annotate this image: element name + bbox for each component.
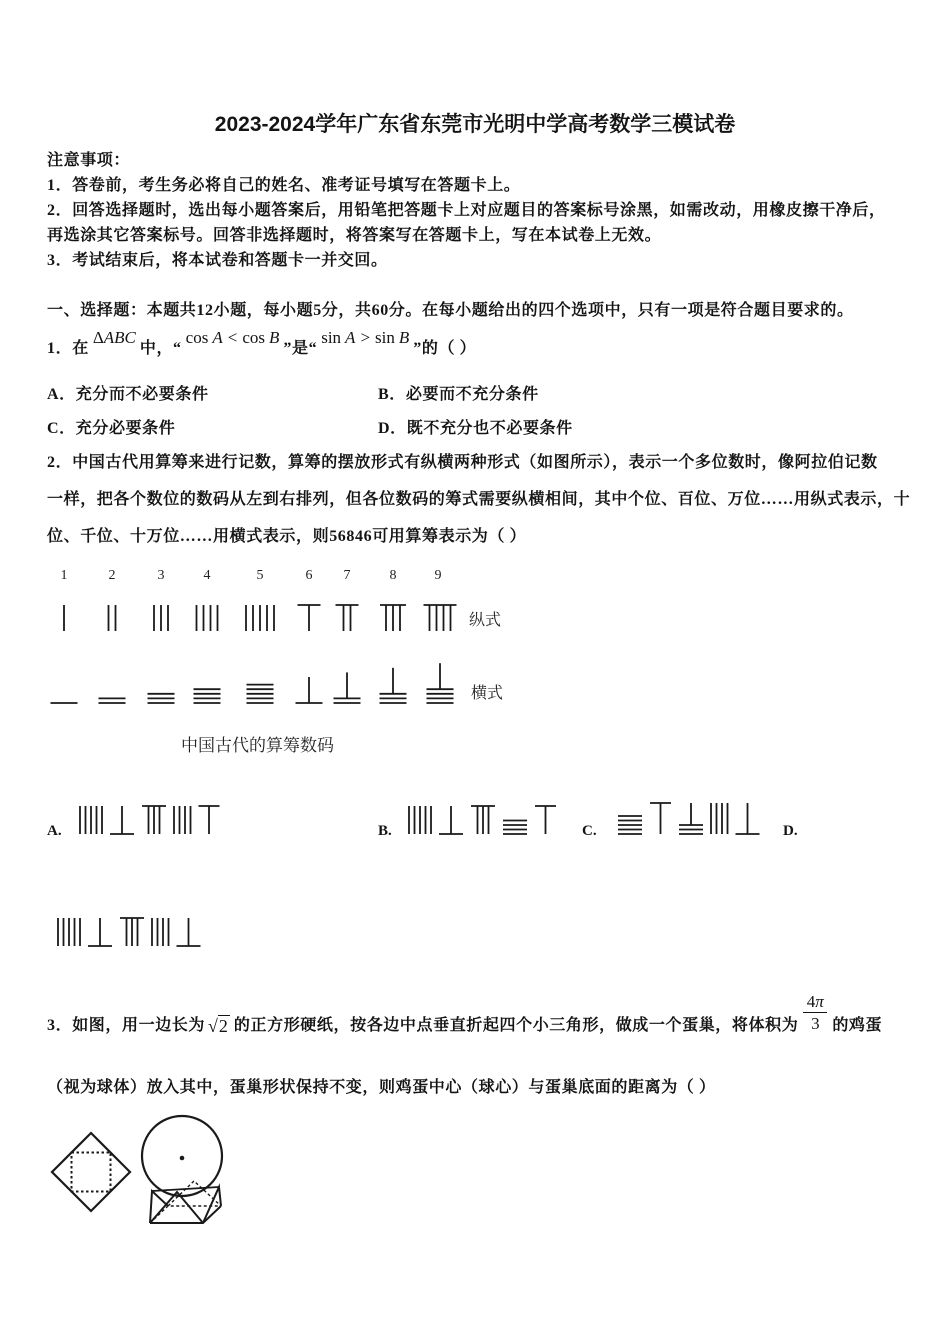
rod-vertical-form-5 [246,605,274,631]
rod-horizontal-form-7 [334,672,361,703]
triangle-abc [93,328,136,347]
figure-numeral: 7 [343,568,351,583]
nest-top-edge [152,1187,219,1191]
variable-b: B [269,328,280,347]
question-2-stem-line: 一样，把各个数位的数码从左到右排列，但各位数码的筹式需要纵横相间，其中个位、百位、万位……用纵式表示，十 [47,491,911,508]
delta-symbol: Δ [92,328,104,347]
numerator-coefficient: 4 [806,992,816,1012]
rod-horizontal-form-3 [148,694,175,703]
q2-option-c-rods [618,803,760,834]
pi-symbol: π [815,992,824,1012]
rod-vertical-form-8 [380,605,406,631]
rod-vertical-4 [152,918,169,946]
q2-option-b-label: B. [378,823,392,839]
greater-than-sign: > [360,328,371,347]
figure-numeral: 4 [203,568,211,583]
rod-horizontal-6 [736,803,760,834]
figure-numeral: 3 [157,568,165,583]
radicand: 2 [218,1016,228,1036]
horizontal-form-label: 横式 [471,683,504,702]
rod-horizontal-6 [88,918,112,946]
sin-function: sin [375,328,395,347]
rod-vertical-6 [650,803,671,834]
notice-line: 3．考试结束后，将本试卷和答题卡一并交回。 [47,252,388,269]
question-1-stem [47,328,477,359]
rod-vertical-form-7 [336,605,359,631]
q2-option-a-label: A. [47,823,62,839]
rod-vertical-5 [58,918,80,946]
rod-vertical-4 [711,803,728,834]
rod-vertical-4 [174,806,191,834]
q2-option-d-rods [58,918,201,946]
radical-sign: √ [208,1016,218,1036]
nest-back-triangle [168,1181,221,1206]
notice-line: 再选涂其它答案标号。回答非选择题时，将答案写在答题卡上，写在本试卷上无效。 [47,227,662,244]
figure-numeral: 1 [60,568,68,583]
rod-vertical-6 [535,806,556,834]
rod-vertical-form-4 [197,605,218,631]
condition-sin [321,328,409,347]
rod-vertical-8 [142,806,166,834]
figure-numeral: 9 [434,568,442,583]
rod-vertical-8 [120,918,144,946]
rod-horizontal-6 [439,806,463,834]
q1-prefix: 1．在 [47,340,89,357]
paper-square-figure [52,1133,130,1211]
variable-a: A [212,328,223,347]
rod-vertical-5 [80,806,102,834]
rod-horizontal-8 [679,803,703,834]
rod-horizontal-6 [110,806,134,834]
rod-vertical-8 [471,806,495,834]
rod-horizontal-form-6 [296,677,323,703]
counting-rod-table [51,605,457,703]
figure-numeral: 6 [305,568,313,583]
question-3-stem-line [47,992,883,1036]
sin-function: sin [321,328,342,347]
egg-sphere [142,1116,222,1196]
figure-numeral: 8 [389,568,397,583]
condition-cos [186,328,280,347]
rod-vertical-form-6 [298,605,321,631]
egg-in-nest-figure [142,1116,222,1223]
variable-a: A [345,328,356,347]
rod-horizontal-form-2 [99,698,126,703]
fraction-numerator [805,993,826,1012]
fold-line-square [72,1153,111,1192]
variable-b: B [398,328,410,347]
rod-vertical-form-3 [154,605,168,631]
cos-function: cos [242,328,265,347]
q2-option-b-rods [409,806,556,834]
q3-text: 的鸡蛋 [832,1017,883,1034]
q3-text: 的正方形硬纸，按各边中点垂直折起四个小三角形，做成一个蛋巢，将体积为 [233,1017,799,1034]
figure-caption: 中国古代的算筹数码 [181,736,334,756]
q1-connector: 中，“ [139,340,182,357]
question-2-stem-line: 2．中国古代用算筹来进行记数，算筹的摆放形式有纵横两种形式（如图所示），表示一个多位数时，像阿拉伯记数 [47,454,878,471]
nest-front-triangle [150,1192,203,1223]
rod-horizontal-6 [177,918,201,946]
fraction-denominator: 3 [811,1014,820,1034]
q2-option-a-rods [80,806,220,834]
q2-option-c-label: C. [582,823,597,839]
rod-vertical-form-9 [424,605,457,631]
notice-heading: 注意事项： [47,152,131,169]
section-heading: 一、选择题：本题共12小题，每小题5分，共60分。在每小题给出的四个选项中，只有一项是符合题目要求的。 [47,302,854,319]
rod-horizontal-form-8 [380,668,407,703]
cos-function: cos [185,328,209,347]
figure-numeral: 2 [108,568,116,583]
nest-hidden-edges [150,1206,221,1223]
q1-option-d: D．既不充分也不必要条件 [378,420,573,437]
vertical-form-label: 纵式 [469,610,502,629]
q1-suffix: ”的（ ） [413,340,477,357]
q3-text: 3．如图，用一边长为 [47,1017,206,1034]
nest-right-triangle [203,1187,221,1223]
page-title: 2023-2024学年广东省东莞市光明中学高考数学三模试卷 [214,113,736,136]
q1-option-b: B．必要而不充分条件 [378,386,539,403]
notice-line: 1．答卷前，考生务必将自己的姓名、准考证号填写在答题卡上。 [47,177,521,194]
less-than-sign: < [227,328,238,347]
square-paper-outline [52,1133,130,1211]
rod-horizontal-form-4 [194,689,221,703]
sqrt-two [208,1016,230,1036]
rod-vertical-5 [409,806,431,834]
nest-base-edges [150,1206,221,1223]
q1-connector: ”是“ [283,340,318,357]
volume-fraction [803,993,827,1033]
nest-left-triangle [150,1191,168,1223]
q1-option-c: C．充分必要条件 [47,420,176,437]
rod-vertical-form-2 [109,605,116,631]
sphere-center-dot [180,1156,185,1161]
triangle-vertices: ABC [103,328,136,347]
rod-horizontal-4 [503,821,527,835]
notice-line: 2．回答选择题时，选出每小题答案后，用铅笔把答题卡上对应题目的答案标号涂黑，如需改动，用橡皮擦干净后， [47,202,886,219]
rod-horizontal-5 [618,816,642,834]
rod-horizontal-form-5 [247,685,274,703]
question-3-stem-line: （视为球体）放入其中，蛋巢形状保持不变，则鸡蛋中心（球心）与蛋巢底面的距离为（ ） [47,1079,716,1096]
q2-option-d-label: D. [783,823,798,839]
question-2-stem-line: 位、千位、十万位……用横式表示，则56846可用算筹表示为（ ） [47,528,527,545]
figure-numeral: 5 [256,568,264,583]
rod-vertical-6 [199,806,220,834]
q1-option-a: A．充分而不必要条件 [47,386,209,403]
rod-horizontal-form-9 [427,663,454,703]
